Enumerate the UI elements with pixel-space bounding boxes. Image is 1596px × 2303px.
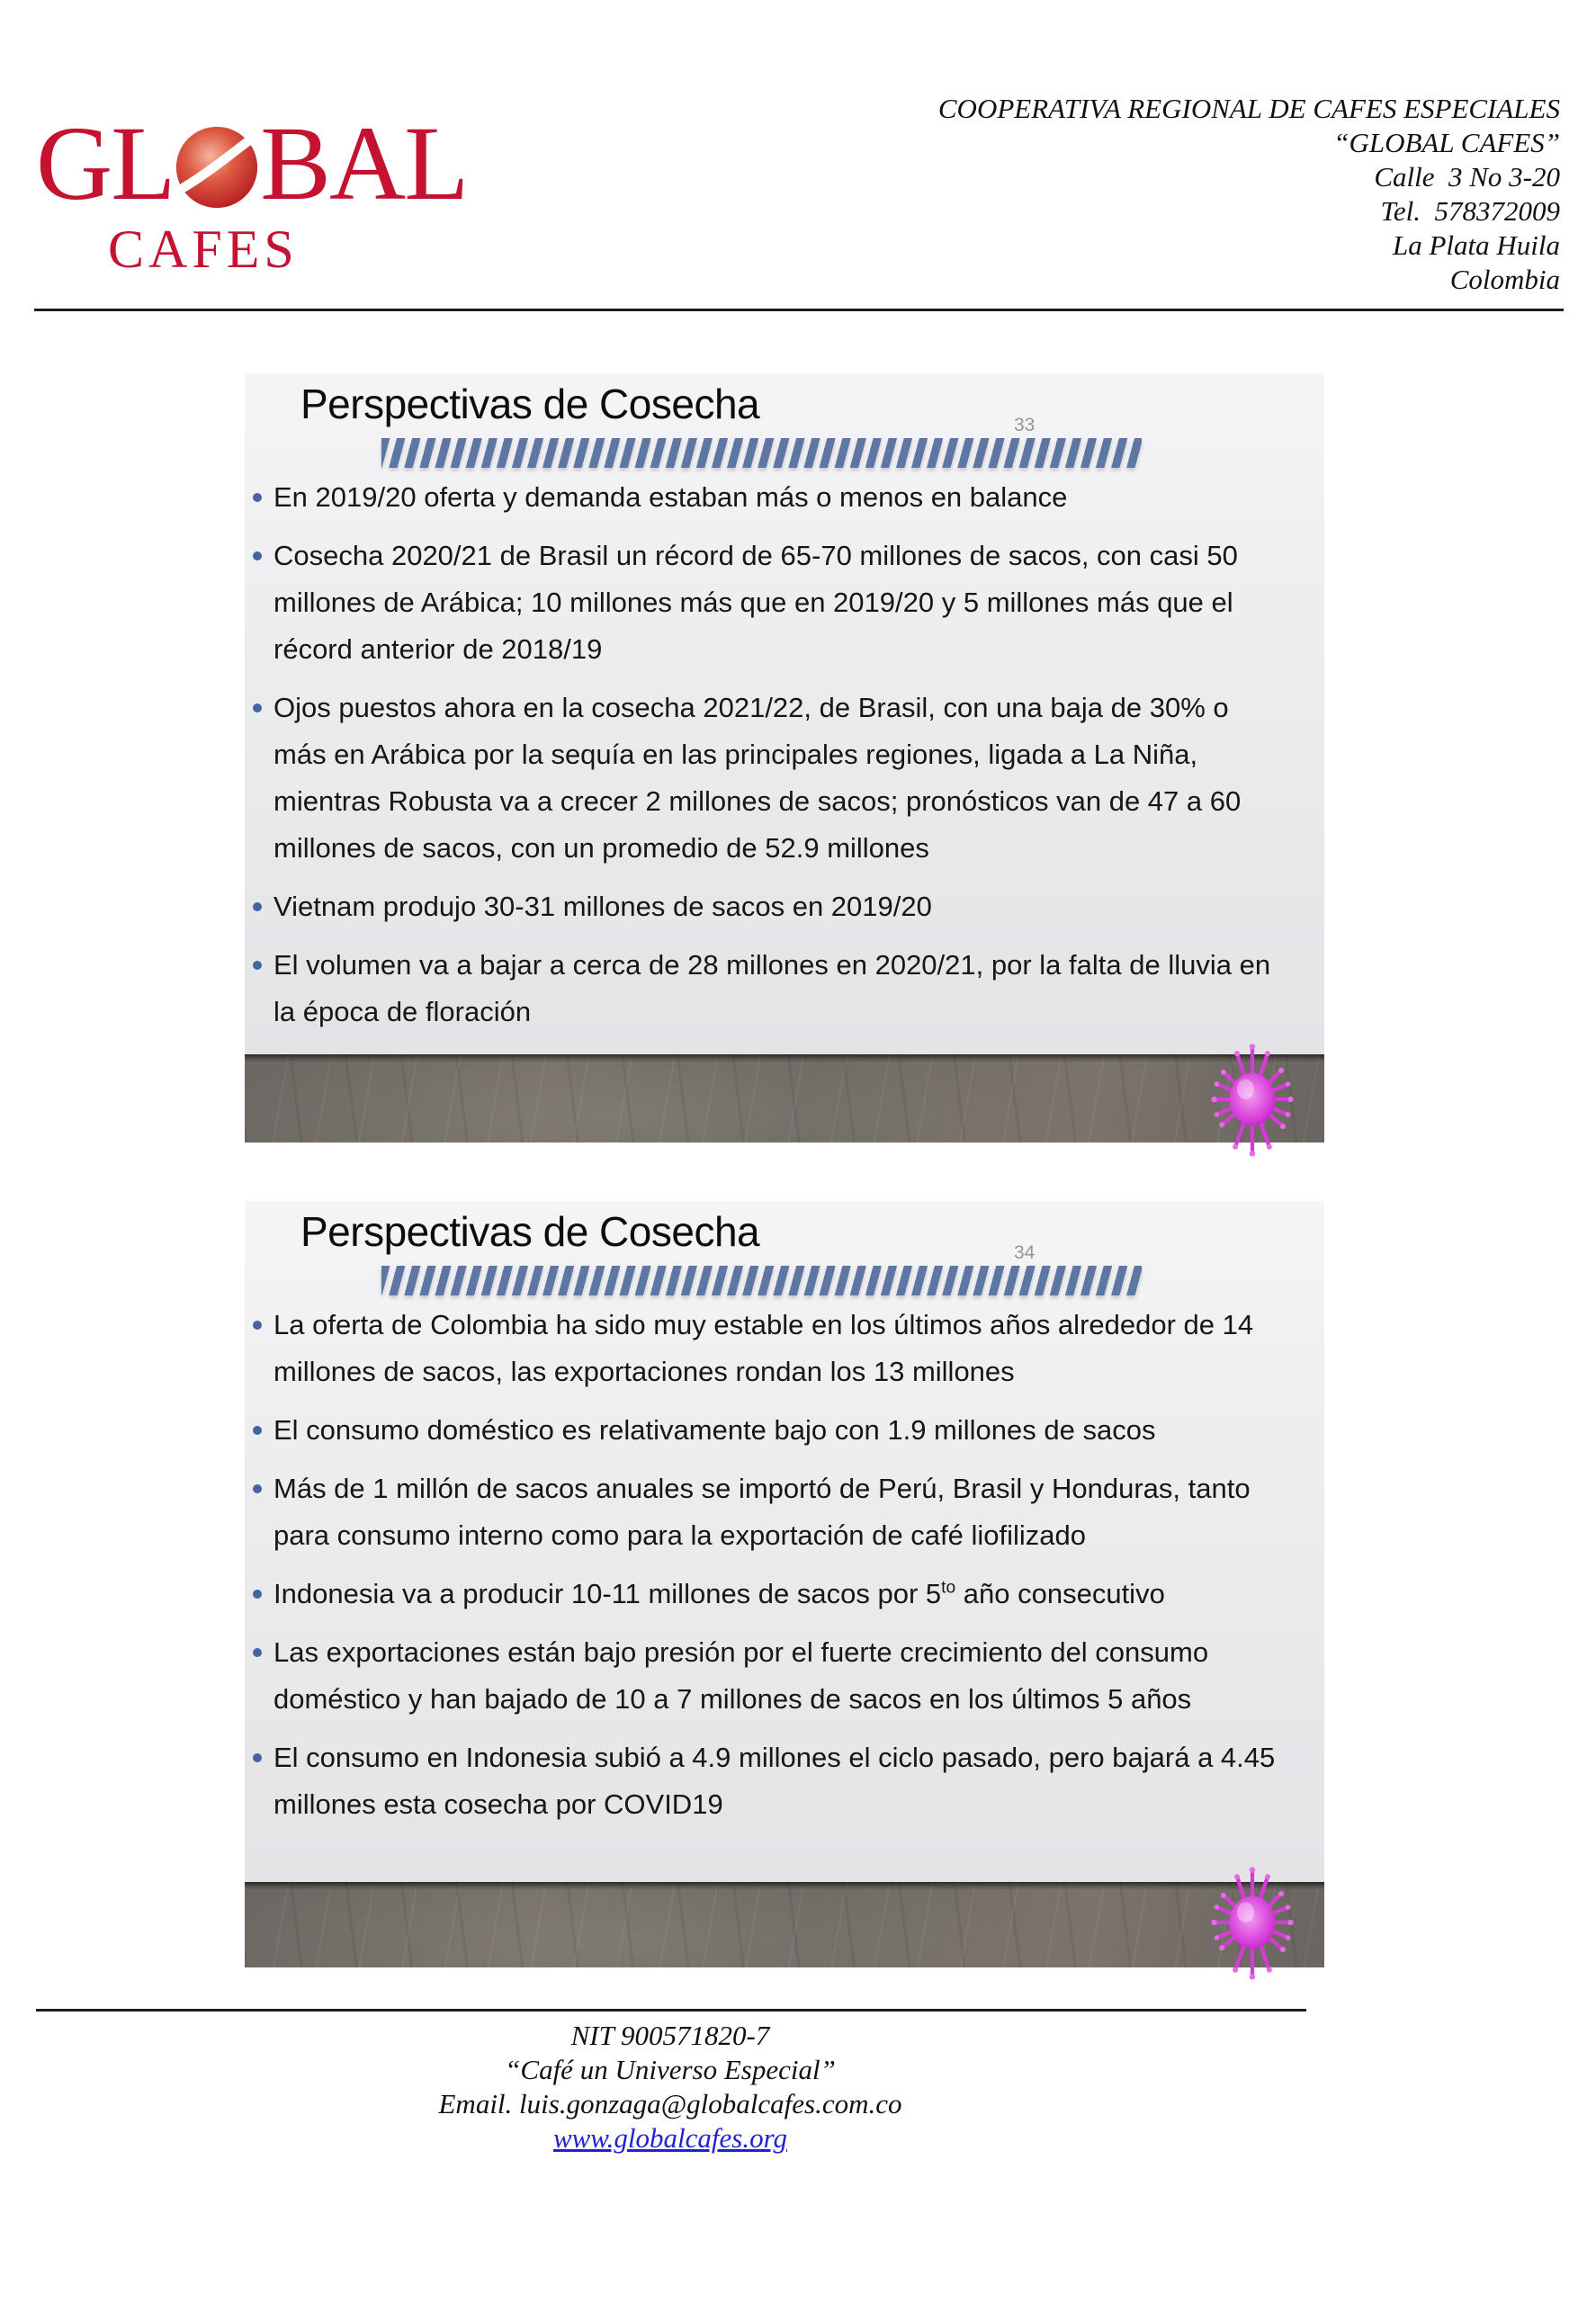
- slide-title: Perspectivas de Cosecha: [300, 1208, 760, 1255]
- slide-page-number: 34: [1014, 1242, 1036, 1263]
- slide-33: [245, 373, 1324, 1143]
- stone-footer-band: [245, 1054, 1324, 1143]
- company-info-line: La Plata Huila: [1392, 229, 1560, 261]
- bullet-item: En 2019/20 oferta y demanda estaban más o menos en balance: [252, 474, 1287, 521]
- coronavirus-icon: [1209, 1040, 1296, 1159]
- company-info-block: [938, 92, 1560, 297]
- logo-text-cafes: CAFES: [108, 220, 299, 279]
- company-info-line: Colombia: [1449, 264, 1560, 295]
- footer-slogan: “Café un Universo Especial”: [505, 2054, 836, 2085]
- slide-34: [245, 1201, 1324, 1967]
- bullet-item: Las exportaciones están bajo presión por el fuerte crecimiento del consumo doméstico y han bajado de 10 a 7 millones de sacos en los últimos 5 años: [252, 1629, 1287, 1723]
- logo-global-line: [36, 104, 468, 222]
- bullet-list: [252, 474, 1287, 1047]
- bullet-item: El consumo doméstico es relativamente bajo con 1.9 millones de sacos: [252, 1407, 1287, 1454]
- stripe-divider: [381, 438, 1142, 468]
- bullet-item: Vietnam produjo 30-31 millones de sacos en 2019/20: [252, 883, 1287, 930]
- header-divider: [34, 309, 1564, 311]
- footer-divider: [36, 2009, 1306, 2012]
- globe-icon: [175, 125, 259, 210]
- footer-website-link[interactable]: www.globalcafes.org: [552, 2122, 788, 2154]
- slide-page-number: 33: [1014, 415, 1036, 435]
- bullet-item: El consumo en Indonesia subió a 4.9 millones el ciclo pasado, pero bajará a 4.45 millones esta cosecha por COVID19: [252, 1734, 1287, 1828]
- bullet-item: Más de 1 millón de sacos anuales se importó de Perú, Brasil y Honduras, tanto para consumo interno como para la exportación de café liofilizado: [252, 1465, 1287, 1559]
- coronavirus-icon: [1209, 1863, 1296, 1982]
- company-info-line: COOPERATIVA REGIONAL DE CAFES ESPECIALES: [937, 93, 1560, 124]
- company-info-line: “GLOBAL CAFES”: [1333, 127, 1560, 158]
- slide-title: Perspectivas de Cosecha: [300, 381, 760, 427]
- company-info-line: Tel. 578372009: [1380, 195, 1560, 227]
- stripe-divider: [381, 1266, 1142, 1295]
- logo-text-gl: GL: [36, 104, 175, 222]
- bullet-item: Cosecha 2020/21 de Brasil un récord de 65-70 millones de sacos, con casi 50 millones de Arábica; 10 millones más que en 2019/20 y 5 millones más que el récord anterior de 2018/19: [252, 533, 1287, 673]
- footer-email: Email. luis.gonzaga@globalcafes.com.co: [438, 2088, 902, 2119]
- logo-text-bal: BAL: [260, 104, 468, 222]
- bullet-list: [252, 1302, 1287, 1840]
- bullet-item: Ojos puestos ahora en la cosecha 2021/22, de Brasil, con una baja de 30% o más en Arábica por la sequía en las principales regiones, ligada a La Niña, mientras Robusta va a crecer 2 millones de sacos; pronósticos van de 47 a 60 millones de sacos, con un promedio de 52.9 millones: [252, 685, 1287, 872]
- footer-block: [130, 2019, 1210, 2155]
- bullet-item: El volumen va a bajar a cerca de 28 millones en 2020/21, por la falta de lluvia en la época de floración: [252, 942, 1287, 1035]
- footer-nit: NIT 900571820-7: [570, 2020, 770, 2051]
- company-info-line: Calle 3 No 3-20: [1374, 161, 1560, 193]
- bullet-item: Indonesia va a producir 10-11 millones de sacos por $5^{to}$ año consecutivo: [252, 1571, 1287, 1617]
- bullet-item: La oferta de Colombia ha sido muy estable en los últimos años alrededor de 14 millones de sacos, las exportaciones rondan los 13 millones: [252, 1302, 1287, 1395]
- stone-footer-band: [245, 1882, 1324, 1967]
- global-cafes-logo: [36, 104, 468, 281]
